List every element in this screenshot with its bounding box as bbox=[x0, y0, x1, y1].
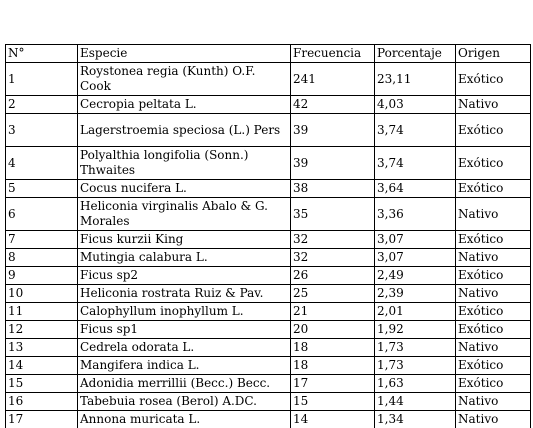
frequency-value: 18 bbox=[291, 339, 375, 357]
frequency-value: 32 bbox=[291, 231, 375, 249]
table-row bbox=[6, 249, 531, 267]
row-number: 14 bbox=[6, 357, 78, 375]
origin-value: Nativo bbox=[456, 198, 531, 231]
percentage-value: 2,39 bbox=[375, 285, 456, 303]
frequency-value: 17 bbox=[291, 375, 375, 393]
frequency-value: 35 bbox=[291, 198, 375, 231]
origin-value: Exótico bbox=[456, 375, 531, 393]
species-name: Heliconia rostrata Ruiz & Pav. bbox=[78, 285, 291, 303]
table-row bbox=[6, 147, 531, 180]
origin-value: Exótico bbox=[456, 303, 531, 321]
row-number: 15 bbox=[6, 375, 78, 393]
table-row bbox=[6, 411, 531, 428]
percentage-value: 1,34 bbox=[375, 411, 456, 428]
row-number: 7 bbox=[6, 231, 78, 249]
percentage-value: 1,44 bbox=[375, 393, 456, 411]
species-name: Tabebuia rosea (Berol) A.DC. bbox=[78, 393, 291, 411]
row-number: 11 bbox=[6, 303, 78, 321]
header-origin: Origen bbox=[456, 45, 531, 63]
species-name: Ficus sp2 bbox=[78, 267, 291, 285]
percentage-value: 2,49 bbox=[375, 267, 456, 285]
origin-value: Exótico bbox=[456, 180, 531, 198]
frequency-value: 39 bbox=[291, 114, 375, 147]
table-row bbox=[6, 231, 531, 249]
origin-value: Exótico bbox=[456, 231, 531, 249]
frequency-value: 21 bbox=[291, 303, 375, 321]
origin-value: Exótico bbox=[456, 267, 531, 285]
frequency-value: 241 bbox=[291, 63, 375, 96]
table-row bbox=[6, 285, 531, 303]
species-name: Roystonea regia (Kunth) O.F. Cook bbox=[78, 63, 291, 96]
species-name: Ficus sp1 bbox=[78, 321, 291, 339]
header-percentage: Porcentaje bbox=[375, 45, 456, 63]
frequency-value: 42 bbox=[291, 96, 375, 114]
species-name: Cecropia peltata L. bbox=[78, 96, 291, 114]
row-number: 2 bbox=[6, 96, 78, 114]
frequency-value: 18 bbox=[291, 357, 375, 375]
row-number: 17 bbox=[6, 411, 78, 428]
row-number: 8 bbox=[6, 249, 78, 267]
origin-value: Nativo bbox=[456, 411, 531, 428]
percentage-value: 3,74 bbox=[375, 147, 456, 180]
percentage-value: 3,07 bbox=[375, 249, 456, 267]
frequency-value: 32 bbox=[291, 249, 375, 267]
species-name: Cedrela odorata L. bbox=[78, 339, 291, 357]
species-name: Ficus kurzii King bbox=[78, 231, 291, 249]
percentage-value: 2,01 bbox=[375, 303, 456, 321]
species-name: Polyalthia longifolia (Sonn.) Thwaites bbox=[78, 147, 291, 180]
table-row bbox=[6, 180, 531, 198]
origin-value: Exótico bbox=[456, 63, 531, 96]
row-number: 3 bbox=[6, 114, 78, 147]
species-name: Lagerstroemia speciosa (L.) Pers bbox=[78, 114, 291, 147]
origin-value: Nativo bbox=[456, 96, 531, 114]
table-row bbox=[6, 357, 531, 375]
row-number: 10 bbox=[6, 285, 78, 303]
species-name: Cocus nucifera L. bbox=[78, 180, 291, 198]
table-header-row bbox=[6, 45, 531, 63]
table-row bbox=[6, 321, 531, 339]
table-row bbox=[6, 303, 531, 321]
origin-value: Nativo bbox=[456, 249, 531, 267]
row-number: 5 bbox=[6, 180, 78, 198]
percentage-value: 1,73 bbox=[375, 357, 456, 375]
percentage-value: 1,63 bbox=[375, 375, 456, 393]
origin-value: Exótico bbox=[456, 321, 531, 339]
table-row bbox=[6, 375, 531, 393]
origin-value: Exótico bbox=[456, 147, 531, 180]
origin-value: Nativo bbox=[456, 285, 531, 303]
table-row bbox=[6, 267, 531, 285]
table-row bbox=[6, 393, 531, 411]
row-number: 6 bbox=[6, 198, 78, 231]
species-name: Heliconia virginalis Abalo & G. Morales bbox=[78, 198, 291, 231]
frequency-value: 15 bbox=[291, 393, 375, 411]
species-name: Calophyllum inophyllum L. bbox=[78, 303, 291, 321]
species-name: Mutingia calabura L. bbox=[78, 249, 291, 267]
row-number: 12 bbox=[6, 321, 78, 339]
origin-value: Exótico bbox=[456, 114, 531, 147]
percentage-value: 1,92 bbox=[375, 321, 456, 339]
row-number: 4 bbox=[6, 147, 78, 180]
row-number: 13 bbox=[6, 339, 78, 357]
frequency-value: 26 bbox=[291, 267, 375, 285]
percentage-value: 3,07 bbox=[375, 231, 456, 249]
percentage-value: 23,11 bbox=[375, 63, 456, 96]
frequency-value: 39 bbox=[291, 147, 375, 180]
table-row bbox=[6, 114, 531, 147]
species-name: Adonidia merrillii (Becc.) Becc. bbox=[78, 375, 291, 393]
header-species: Especie bbox=[78, 45, 291, 63]
percentage-value: 1,73 bbox=[375, 339, 456, 357]
species-frequency-table bbox=[5, 44, 531, 428]
origin-value: Nativo bbox=[456, 339, 531, 357]
frequency-value: 14 bbox=[291, 411, 375, 428]
frequency-value: 20 bbox=[291, 321, 375, 339]
percentage-value: 4,03 bbox=[375, 96, 456, 114]
origin-value: Nativo bbox=[456, 393, 531, 411]
row-number: 9 bbox=[6, 267, 78, 285]
table-row bbox=[6, 63, 531, 96]
table-row bbox=[6, 339, 531, 357]
species-name: Mangifera indica L. bbox=[78, 357, 291, 375]
species-name: Annona muricata L. bbox=[78, 411, 291, 428]
percentage-value: 3,36 bbox=[375, 198, 456, 231]
header-frequency: Frecuencia bbox=[291, 45, 375, 63]
percentage-value: 3,64 bbox=[375, 180, 456, 198]
table-row bbox=[6, 96, 531, 114]
row-number: 1 bbox=[6, 63, 78, 96]
frequency-value: 38 bbox=[291, 180, 375, 198]
origin-value: Exótico bbox=[456, 357, 531, 375]
header-number: N° bbox=[6, 45, 78, 63]
table-row bbox=[6, 198, 531, 231]
percentage-value: 3,74 bbox=[375, 114, 456, 147]
frequency-value: 25 bbox=[291, 285, 375, 303]
row-number: 16 bbox=[6, 393, 78, 411]
